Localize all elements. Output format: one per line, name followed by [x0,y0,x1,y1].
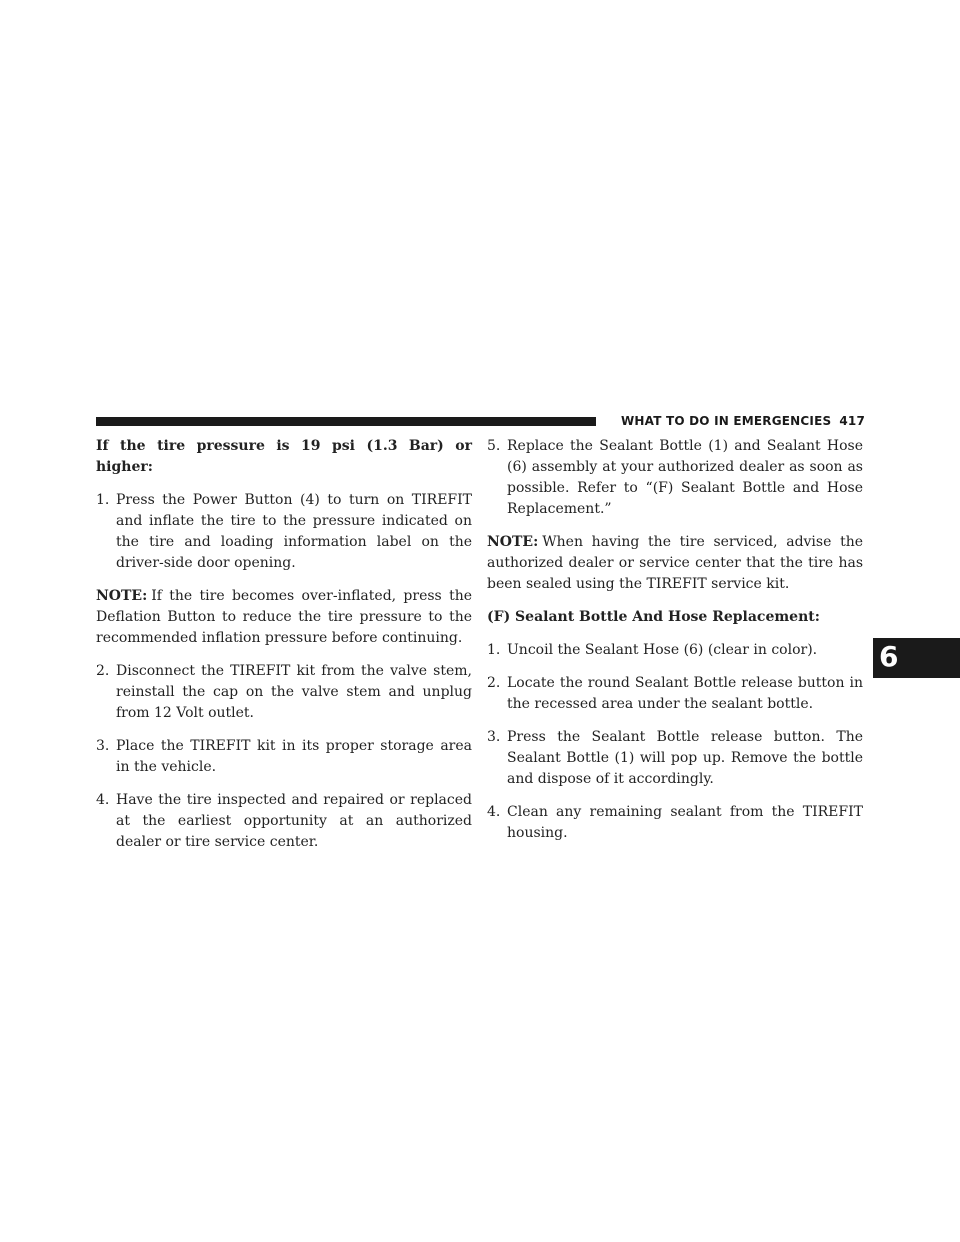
step-text: Place the TIREFIT kit in its proper storage area in the vehicle. [116,738,472,775]
step-text: Locate the round Sealant Bottle release button in the recessed area under the sealant bottle. [507,675,863,712]
step-number: 4. [96,792,110,808]
list-item [96,736,472,778]
page-number: 417 [839,414,865,428]
step-number: 4. [487,804,501,820]
left-column [96,436,472,865]
step-number: 1. [487,642,501,658]
note-paragraph [96,586,472,649]
header-rule [96,417,596,426]
list-item [487,673,863,715]
step-text: Disconnect the TIREFIT kit from the valve stem, reinstall the cap on the valve stem and unplug from 12 Volt outlet. [116,663,472,721]
step-number: 3. [487,729,501,745]
step-text: Have the tire inspected and repaired or replaced at the earliest opportunity at an authorized dealer or tire service center. [116,792,472,850]
step-text: Press the Sealant Bottle release button. The Sealant Bottle (1) will pop up. Remove the bottle and dispose of it accordingly. [507,729,863,787]
step-text: Replace the Sealant Bottle (1) and Sealant Hose (6) assembly at your authorized dealer as soon as possible. Refer to “(F) Sealant Bottle and Hose Replacement.” [507,438,863,517]
list-item [487,802,863,844]
step-number: 2. [487,675,501,691]
section-title: WHAT TO DO IN EMERGENCIES [620,414,832,428]
list-item [487,436,863,520]
chapter-tab [873,638,960,678]
step-number: 1. [96,492,110,508]
step-text: Clean any remaining sealant from the TIREFIT housing. [507,804,863,841]
list-item [487,727,863,790]
step-number: 3. [96,738,110,754]
list-item [487,640,863,661]
running-header [605,414,865,428]
section-heading-bottle-replacement: (F) Sealant Bottle And Hose Replacement: [487,609,820,625]
list-item [96,490,472,574]
step-number: 5. [487,438,501,454]
note-text: When having the tire serviced, advise the authorized dealer or service center that the tire has been sealed using the TIREFIT service kit. [487,534,863,592]
note-label: NOTE: [96,588,148,604]
step-number: 2. [96,663,110,679]
note-text: If the tire becomes over-inflated, press the Deflation Button to reduce the tire pressure to the recommended inflation pressure before continuing. [96,588,472,646]
note-paragraph [487,532,863,595]
step-text: Uncoil the Sealant Hose (6) (clear in color). [507,642,818,658]
section-heading-high-pressure: If the tire pressure is 19 psi (1.3 Bar) or higher: [96,438,472,475]
list-item [96,661,472,724]
chapter-number: 6 [879,640,899,673]
right-column [487,436,863,856]
note-label: NOTE: [487,534,539,550]
list-item [96,790,472,853]
step-text: Press the Power Button (4) to turn on TIREFIT and inflate the tire to the pressure indicated on the tire and loading information label on the driver-side door opening. [116,492,472,571]
